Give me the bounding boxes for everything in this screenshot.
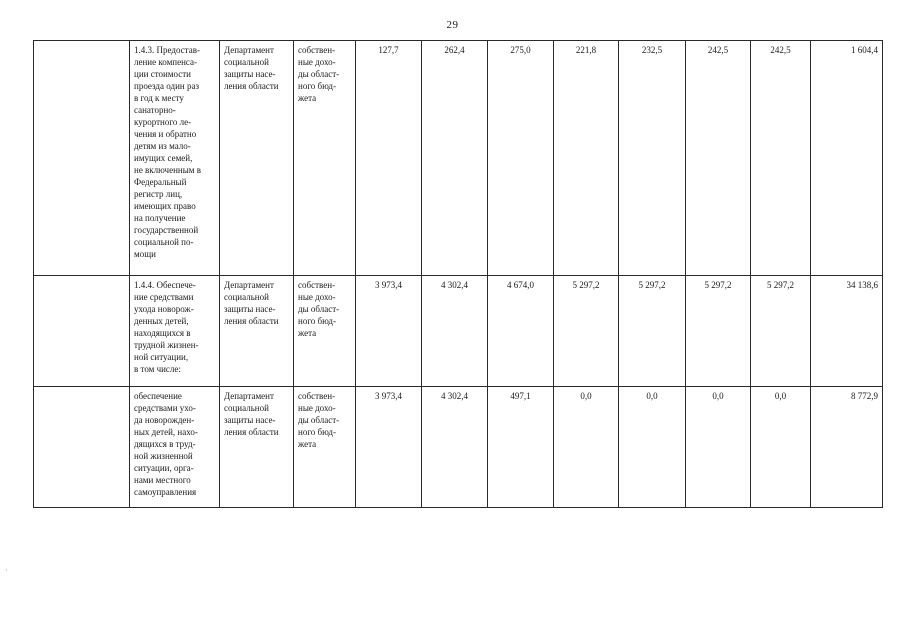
total-cell: 1 604,4: [811, 41, 883, 276]
value-cell: 5 297,2: [751, 276, 811, 387]
blank-cell: [34, 276, 130, 387]
funding-source-cell: собствен- ные дохо- ды област- ного бюд- жета: [294, 276, 356, 387]
table-row: [34, 41, 883, 276]
value-cell: 5 297,2: [619, 276, 686, 387]
value-cell: 4 302,4: [422, 276, 488, 387]
page-number: 29: [446, 19, 459, 31]
value-cell: 275,0: [488, 41, 554, 276]
value-cell: 4 302,4: [422, 387, 488, 508]
margin-mark: ·: [5, 566, 8, 575]
budget-table: [33, 40, 883, 508]
table-row: [34, 276, 883, 387]
value-cell: 232,5: [619, 41, 686, 276]
value-cell: 5 297,2: [554, 276, 619, 387]
value-cell: 0,0: [619, 387, 686, 508]
total-cell: 8 772,9: [811, 387, 883, 508]
value-cell: 242,5: [686, 41, 751, 276]
value-cell: 5 297,2: [686, 276, 751, 387]
value-cell: 3 973,4: [356, 276, 422, 387]
value-cell: 4 674,0: [488, 276, 554, 387]
blank-cell: [34, 387, 130, 508]
measure-name-cell: 1.4.3. Предостав- ление компенса- ции стоимости проезда один раз в год к месту санаторно- курортного ле- чения и обратно детям из мало- имущих семей, не включенным в Федеральный регистр лиц, имеющих право на получение государственной социальной по- мощи: [130, 41, 220, 276]
value-cell: 221,8: [554, 41, 619, 276]
total-cell: 34 138,6: [811, 276, 883, 387]
value-cell: 262,4: [422, 41, 488, 276]
measure-name-cell: обеспечение средствами ухо- да новорожден- ных детей, нахо- дящихся в труд- ной жизненной ситуации, орга- нами местного самоуправления: [130, 387, 220, 508]
measure-name-cell: 1.4.4. Обеспече- ние средствами ухода новорож- денных детей, находящихся в трудной жизнен- ной ситуации, в том числе:: [130, 276, 220, 387]
funding-source-cell: собствен- ные дохо- ды област- ного бюд- жета: [294, 387, 356, 508]
value-cell: 0,0: [751, 387, 811, 508]
executor-cell: Департамент социальной защиты насе- ления области: [220, 41, 294, 276]
executor-cell: Департамент социальной защиты насе- ления области: [220, 387, 294, 508]
table-row: [34, 387, 883, 508]
value-cell: 3 973,4: [356, 387, 422, 508]
blank-cell: [34, 41, 130, 276]
value-cell: 0,0: [686, 387, 751, 508]
value-cell: 242,5: [751, 41, 811, 276]
value-cell: 497,1: [488, 387, 554, 508]
executor-cell: Департамент социальной защиты насе- ления области: [220, 276, 294, 387]
funding-source-cell: собствен- ные дохо- ды област- ного бюд- жета: [294, 41, 356, 276]
value-cell: 0,0: [554, 387, 619, 508]
value-cell: 127,7: [356, 41, 422, 276]
